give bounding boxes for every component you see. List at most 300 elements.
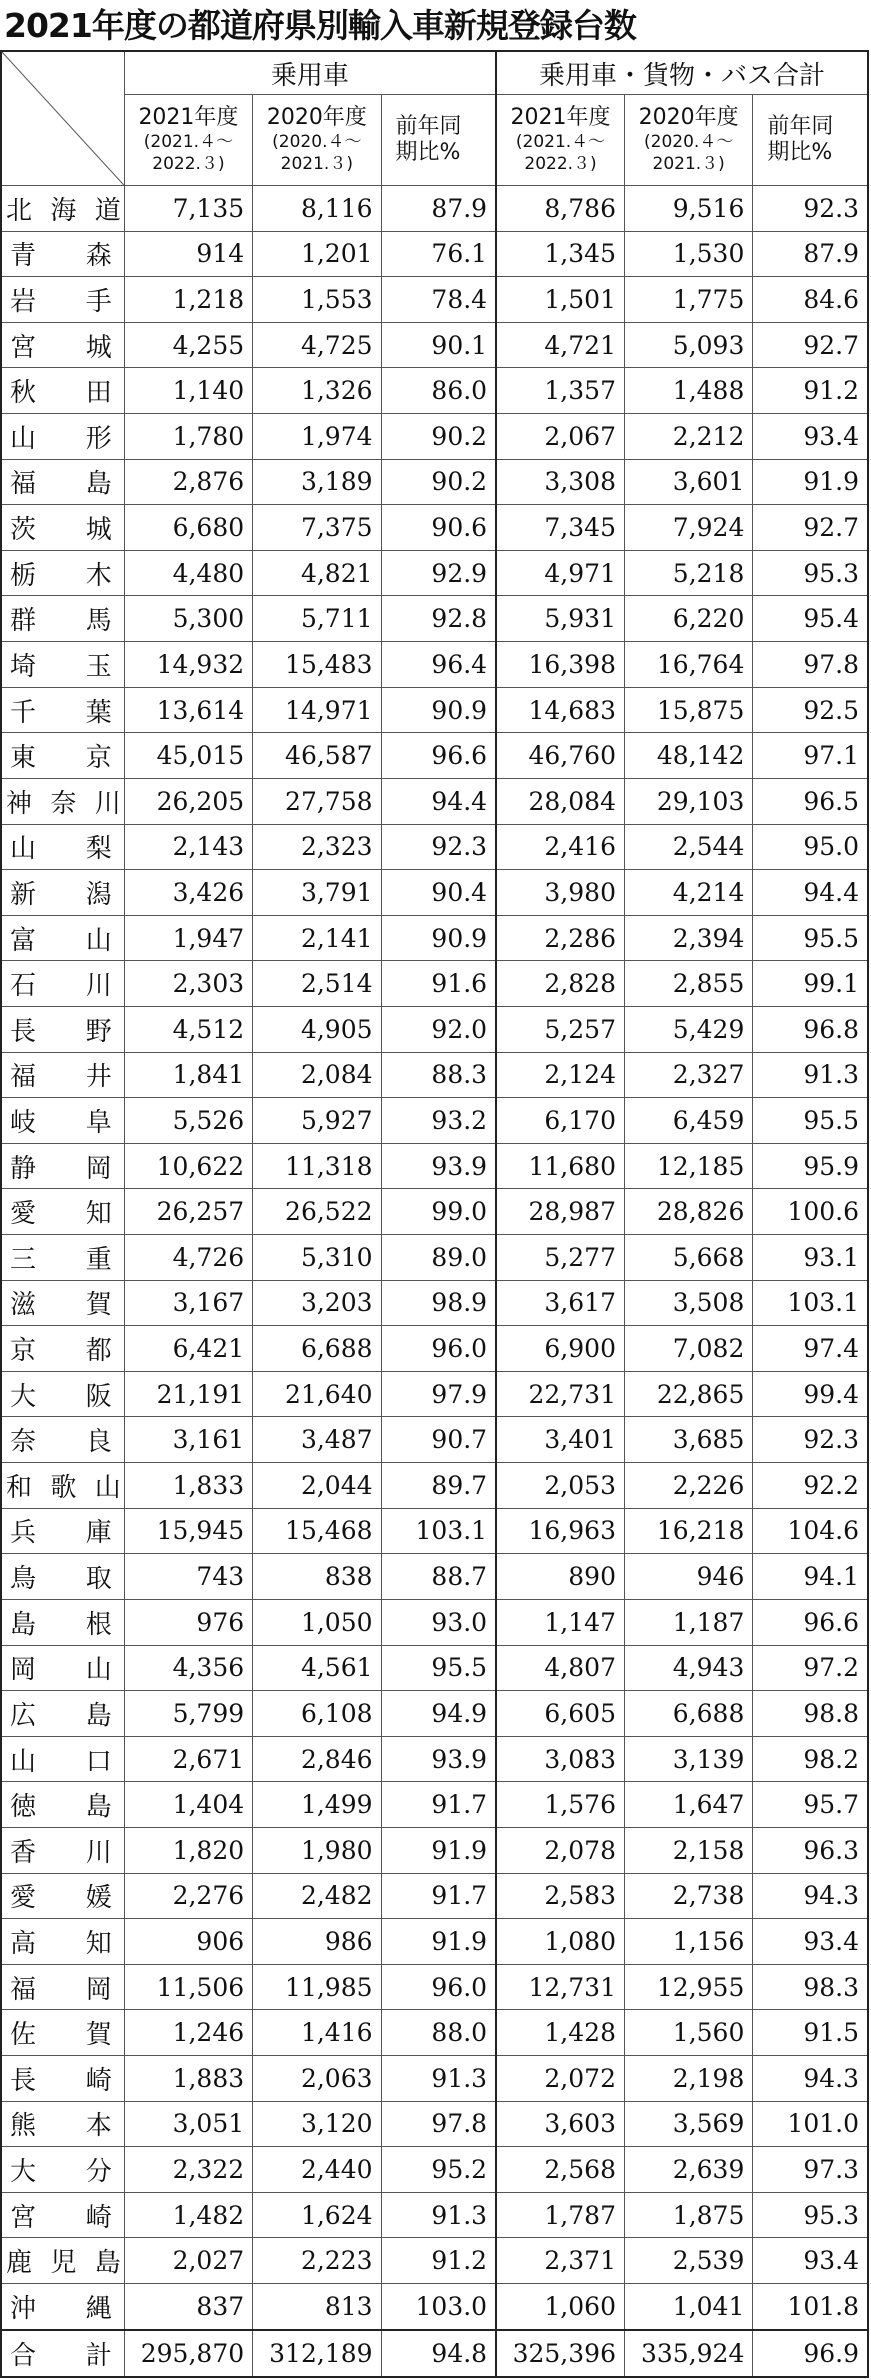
all-2020-cell: 1,647 bbox=[624, 1782, 752, 1828]
all-ratio-cell: 95.3 bbox=[753, 550, 868, 596]
all-ratio-cell: 91.3 bbox=[753, 1052, 868, 1098]
table-row bbox=[1, 2010, 868, 2056]
prefecture-cell: 埼玉 bbox=[1, 642, 124, 688]
prefecture-cell: 福島 bbox=[1, 459, 124, 505]
header-corner-cell bbox=[1, 51, 124, 186]
all-ratio-cell: 93.4 bbox=[753, 2238, 868, 2284]
prefecture-cell: 岡山 bbox=[1, 1645, 124, 1691]
passenger-2020-cell: 1,201 bbox=[253, 231, 381, 277]
prefecture-cell: 北海道 bbox=[1, 186, 124, 232]
diagonal-line bbox=[2, 52, 124, 185]
all-2020-cell: 6,688 bbox=[624, 1691, 752, 1737]
passenger-2020-cell: 2,063 bbox=[253, 2055, 381, 2101]
passenger-2020-cell: 3,487 bbox=[253, 1417, 381, 1463]
passenger-ratio-cell: 90.6 bbox=[381, 505, 496, 551]
passenger-2020-cell: 15,483 bbox=[253, 642, 381, 688]
all-2020-cell: 3,139 bbox=[624, 1736, 752, 1782]
table-body bbox=[1, 186, 868, 2378]
passenger-ratio-cell: 91.7 bbox=[381, 1873, 496, 1919]
passenger-ratio-cell: 78.4 bbox=[381, 277, 496, 323]
passenger-ratio-cell: 96.6 bbox=[381, 733, 496, 779]
passenger-2020-cell: 3,120 bbox=[253, 2101, 381, 2147]
prefecture-cell: 富山 bbox=[1, 915, 124, 961]
passenger-ratio-cell: 91.3 bbox=[381, 2055, 496, 2101]
all-ratio-cell: 97.8 bbox=[753, 642, 868, 688]
table-row bbox=[1, 277, 868, 323]
passenger-2021-cell: 26,205 bbox=[124, 778, 252, 824]
all-2021-cell: 16,963 bbox=[496, 1508, 624, 1554]
all-2020-cell: 22,865 bbox=[624, 1371, 752, 1417]
passenger-2020-cell: 11,318 bbox=[253, 1143, 381, 1189]
passenger-ratio-cell: 93.0 bbox=[381, 1599, 496, 1645]
table-row bbox=[1, 414, 868, 460]
all-2021-cell: 5,277 bbox=[496, 1235, 624, 1281]
table-row bbox=[1, 2055, 868, 2101]
prefecture-cell: 神奈川 bbox=[1, 778, 124, 824]
passenger-ratio-cell: 92.9 bbox=[381, 550, 496, 596]
col-header-passenger-2020: 2020年度 (2020.４〜 2021.３) bbox=[253, 95, 381, 186]
all-2021-cell: 6,605 bbox=[496, 1691, 624, 1737]
all-2020-cell: 2,394 bbox=[624, 915, 752, 961]
all-2020-cell: 1,187 bbox=[624, 1599, 752, 1645]
passenger-2021-cell: 1,883 bbox=[124, 2055, 252, 2101]
all-2020-cell: 28,826 bbox=[624, 1189, 752, 1235]
all-2020-cell: 2,539 bbox=[624, 2238, 752, 2284]
prefecture-cell: 滋賀 bbox=[1, 1280, 124, 1326]
passenger-2020-cell: 27,758 bbox=[253, 778, 381, 824]
passenger-2021-cell: 914 bbox=[124, 231, 252, 277]
passenger-ratio-cell: 96.4 bbox=[381, 642, 496, 688]
prefecture-cell: 高知 bbox=[1, 1919, 124, 1965]
all-ratio-cell: 98.3 bbox=[753, 1964, 868, 2010]
prefecture-cell: 千葉 bbox=[1, 687, 124, 733]
prefecture-cell: 奈良 bbox=[1, 1417, 124, 1463]
passenger-2021-cell: 6,421 bbox=[124, 1326, 252, 1372]
table-row bbox=[1, 1143, 868, 1189]
passenger-2020-cell: 1,326 bbox=[253, 368, 381, 414]
passenger-ratio-cell: 93.9 bbox=[381, 1736, 496, 1782]
passenger-2021-cell: 4,255 bbox=[124, 322, 252, 368]
all-2021-cell: 22,731 bbox=[496, 1371, 624, 1417]
passenger-ratio-cell: 91.9 bbox=[381, 1827, 496, 1873]
passenger-ratio-cell: 97.9 bbox=[381, 1371, 496, 1417]
passenger-2020-cell: 4,725 bbox=[253, 322, 381, 368]
all-2020-cell: 5,218 bbox=[624, 550, 752, 596]
table-row bbox=[1, 1964, 868, 2010]
all-ratio-cell: 92.3 bbox=[753, 1417, 868, 1463]
all-2021-cell: 3,603 bbox=[496, 2101, 624, 2147]
passenger-ratio-cell: 86.0 bbox=[381, 368, 496, 414]
all-2020-cell: 1,156 bbox=[624, 1919, 752, 1965]
passenger-2020-cell: 2,514 bbox=[253, 961, 381, 1007]
all-ratio-cell: 98.8 bbox=[753, 1691, 868, 1737]
passenger-2021-cell: 5,799 bbox=[124, 1691, 252, 1737]
all-ratio-cell: 92.7 bbox=[753, 505, 868, 551]
passenger-2020-cell: 1,416 bbox=[253, 2010, 381, 2056]
prefecture-cell: 和歌山 bbox=[1, 1463, 124, 1509]
prefecture-cell: 新潟 bbox=[1, 870, 124, 916]
all-2021-cell: 2,371 bbox=[496, 2238, 624, 2284]
passenger-2021-cell: 4,480 bbox=[124, 550, 252, 596]
all-ratio-cell: 92.3 bbox=[753, 186, 868, 232]
passenger-2021-cell: 2,027 bbox=[124, 2238, 252, 2284]
prefecture-cell: 宮城 bbox=[1, 322, 124, 368]
prefecture-cell: 沖縄 bbox=[1, 2284, 124, 2330]
all-2021-cell: 2,072 bbox=[496, 2055, 624, 2101]
table-row bbox=[1, 1508, 868, 1554]
all-2020-cell: 9,516 bbox=[624, 186, 752, 232]
all-2020-cell: 3,508 bbox=[624, 1280, 752, 1326]
all-2021-cell: 1,787 bbox=[496, 2192, 624, 2238]
passenger-ratio-cell: 93.9 bbox=[381, 1143, 496, 1189]
passenger-2020-cell: 7,375 bbox=[253, 505, 381, 551]
passenger-2021-cell: 743 bbox=[124, 1554, 252, 1600]
prefecture-cell: 山梨 bbox=[1, 824, 124, 870]
all-2021-cell: 3,617 bbox=[496, 1280, 624, 1326]
all-2020-cell: 16,764 bbox=[624, 642, 752, 688]
all-2021-cell: 2,583 bbox=[496, 1873, 624, 1919]
prefecture-cell: 大分 bbox=[1, 2147, 124, 2193]
all-2020-cell: 1,041 bbox=[624, 2284, 752, 2330]
passenger-ratio-cell: 97.8 bbox=[381, 2101, 496, 2147]
all-2020-cell: 15,875 bbox=[624, 687, 752, 733]
passenger-2020-cell: 1,974 bbox=[253, 414, 381, 460]
all-2020-cell: 2,738 bbox=[624, 1873, 752, 1919]
all-2020-cell: 2,544 bbox=[624, 824, 752, 870]
prefecture-cell: 大阪 bbox=[1, 1371, 124, 1417]
all-2020-cell: 4,214 bbox=[624, 870, 752, 916]
passenger-ratio-cell: 91.9 bbox=[381, 1919, 496, 1965]
all-ratio-cell: 91.9 bbox=[753, 459, 868, 505]
all-ratio-cell: 94.4 bbox=[753, 870, 868, 916]
all-2021-cell: 1,428 bbox=[496, 2010, 624, 2056]
prefecture-cell: 秋田 bbox=[1, 368, 124, 414]
table-row bbox=[1, 1098, 868, 1144]
group-header-all-vehicles: 乗用車・貨物・バス合計 bbox=[496, 51, 868, 95]
all-2020-cell: 3,569 bbox=[624, 2101, 752, 2147]
all-2021-cell: 3,308 bbox=[496, 459, 624, 505]
passenger-2020-cell: 5,711 bbox=[253, 596, 381, 642]
all-2021-cell: 2,568 bbox=[496, 2147, 624, 2193]
all-ratio-cell: 84.6 bbox=[753, 277, 868, 323]
all-ratio-cell: 96.6 bbox=[753, 1599, 868, 1645]
passenger-2021-cell: 1,947 bbox=[124, 915, 252, 961]
passenger-2020-cell: 46,587 bbox=[253, 733, 381, 779]
prefecture-cell: 東京 bbox=[1, 733, 124, 779]
table-row bbox=[1, 459, 868, 505]
prefecture-cell: 鹿児島 bbox=[1, 2238, 124, 2284]
passenger-ratio-cell: 90.2 bbox=[381, 459, 496, 505]
passenger-ratio-cell: 95.5 bbox=[381, 1645, 496, 1691]
passenger-ratio-cell: 90.2 bbox=[381, 414, 496, 460]
table-row bbox=[1, 1417, 868, 1463]
table-row bbox=[1, 1371, 868, 1417]
table-row bbox=[1, 1235, 868, 1281]
all-ratio-cell: 97.2 bbox=[753, 1645, 868, 1691]
passenger-2021-cell: 11,506 bbox=[124, 1964, 252, 2010]
passenger-ratio-cell: 99.0 bbox=[381, 1189, 496, 1235]
all-ratio-cell: 95.5 bbox=[753, 915, 868, 961]
passenger-ratio-cell: 94.9 bbox=[381, 1691, 496, 1737]
passenger-ratio-cell: 96.0 bbox=[381, 1326, 496, 1372]
passenger-2021-cell: 5,300 bbox=[124, 596, 252, 642]
prefecture-cell: 福井 bbox=[1, 1052, 124, 1098]
all-ratio-cell: 95.9 bbox=[753, 1143, 868, 1189]
passenger-ratio-cell: 91.3 bbox=[381, 2192, 496, 2238]
all-ratio-cell: 100.6 bbox=[753, 1189, 868, 1235]
prefecture-cell: 茨城 bbox=[1, 505, 124, 551]
table-row bbox=[1, 1326, 868, 1372]
all-2020-cell: 48,142 bbox=[624, 733, 752, 779]
passenger-2020-cell: 6,688 bbox=[253, 1326, 381, 1372]
all-ratio-cell: 99.1 bbox=[753, 961, 868, 1007]
all-2020-cell: 1,560 bbox=[624, 2010, 752, 2056]
all-ratio-cell: 96.3 bbox=[753, 1827, 868, 1873]
prefecture-cell: 宮崎 bbox=[1, 2192, 124, 2238]
table-row bbox=[1, 1189, 868, 1235]
all-2020-cell: 2,327 bbox=[624, 1052, 752, 1098]
all-2021-cell: 2,078 bbox=[496, 1827, 624, 1873]
passenger-2021-cell: 3,161 bbox=[124, 1417, 252, 1463]
passenger-2020-cell: 4,905 bbox=[253, 1006, 381, 1052]
table-row bbox=[1, 231, 868, 277]
all-2020-cell: 2,639 bbox=[624, 2147, 752, 2193]
all-2021-cell: 28,084 bbox=[496, 778, 624, 824]
all-2020-cell: 5,093 bbox=[624, 322, 752, 368]
passenger-ratio-cell: 89.7 bbox=[381, 1463, 496, 1509]
passenger-ratio-cell: 94.8 bbox=[381, 2330, 496, 2377]
all-ratio-cell: 95.5 bbox=[753, 1098, 868, 1144]
group-header-passenger: 乗用車 bbox=[124, 51, 496, 95]
passenger-2020-cell: 4,561 bbox=[253, 1645, 381, 1691]
passenger-2020-cell: 21,640 bbox=[253, 1371, 381, 1417]
passenger-2020-cell: 5,927 bbox=[253, 1098, 381, 1144]
passenger-ratio-cell: 91.2 bbox=[381, 2238, 496, 2284]
all-2021-cell: 1,576 bbox=[496, 1782, 624, 1828]
passenger-ratio-cell: 88.3 bbox=[381, 1052, 496, 1098]
passenger-2021-cell: 2,322 bbox=[124, 2147, 252, 2193]
all-ratio-cell: 96.8 bbox=[753, 1006, 868, 1052]
all-2021-cell: 1,147 bbox=[496, 1599, 624, 1645]
all-ratio-cell: 91.2 bbox=[753, 368, 868, 414]
table-row bbox=[1, 1280, 868, 1326]
table-row bbox=[1, 186, 868, 232]
prefecture-cell: 静岡 bbox=[1, 1143, 124, 1189]
passenger-ratio-cell: 90.7 bbox=[381, 1417, 496, 1463]
passenger-ratio-cell: 94.4 bbox=[381, 778, 496, 824]
passenger-2020-cell: 1,980 bbox=[253, 1827, 381, 1873]
all-ratio-cell: 92.5 bbox=[753, 687, 868, 733]
all-2021-cell: 2,416 bbox=[496, 824, 624, 870]
all-ratio-cell: 93.1 bbox=[753, 1235, 868, 1281]
page-title: 2021年度の都道府県別輸入車新規登録台数 bbox=[4, 6, 636, 45]
passenger-2021-cell: 2,143 bbox=[124, 824, 252, 870]
all-2020-cell: 2,226 bbox=[624, 1463, 752, 1509]
passenger-2021-cell: 1,841 bbox=[124, 1052, 252, 1098]
all-2020-cell: 1,488 bbox=[624, 368, 752, 414]
table-row bbox=[1, 368, 868, 414]
all-ratio-cell: 94.3 bbox=[753, 2055, 868, 2101]
col-header-all-2021: 2021年度 (2021.４〜 2022.３) bbox=[496, 95, 624, 186]
all-2020-cell: 2,158 bbox=[624, 1827, 752, 1873]
passenger-2021-cell: 21,191 bbox=[124, 1371, 252, 1417]
all-2021-cell: 1,357 bbox=[496, 368, 624, 414]
table-row bbox=[1, 870, 868, 916]
passenger-2020-cell: 5,310 bbox=[253, 1235, 381, 1281]
table-row bbox=[1, 1599, 868, 1645]
prefecture-cell: 広島 bbox=[1, 1691, 124, 1737]
table-row bbox=[1, 1691, 868, 1737]
passenger-2020-cell: 1,553 bbox=[253, 277, 381, 323]
passenger-ratio-cell: 76.1 bbox=[381, 231, 496, 277]
col-header-passenger-ratio: 前年同 期比% bbox=[381, 95, 496, 186]
all-2021-cell: 1,345 bbox=[496, 231, 624, 277]
table-row bbox=[1, 778, 868, 824]
all-ratio-cell: 92.2 bbox=[753, 1463, 868, 1509]
passenger-2020-cell: 3,791 bbox=[253, 870, 381, 916]
all-ratio-cell: 92.7 bbox=[753, 322, 868, 368]
passenger-2021-cell: 1,820 bbox=[124, 1827, 252, 1873]
total-row bbox=[1, 2330, 868, 2377]
all-ratio-cell: 95.3 bbox=[753, 2192, 868, 2238]
all-2020-cell: 7,082 bbox=[624, 1326, 752, 1372]
all-2021-cell: 28,987 bbox=[496, 1189, 624, 1235]
all-ratio-cell: 97.4 bbox=[753, 1326, 868, 1372]
all-2021-cell: 2,067 bbox=[496, 414, 624, 460]
table-row bbox=[1, 1736, 868, 1782]
all-2020-cell: 2,212 bbox=[624, 414, 752, 460]
passenger-2020-cell: 838 bbox=[253, 1554, 381, 1600]
all-2020-cell: 335,924 bbox=[624, 2330, 752, 2377]
table-row bbox=[1, 1006, 868, 1052]
prefecture-cell: 合計 bbox=[1, 2330, 124, 2377]
prefecture-cell: 京都 bbox=[1, 1326, 124, 1372]
all-ratio-cell: 101.0 bbox=[753, 2101, 868, 2147]
prefecture-cell: 青森 bbox=[1, 231, 124, 277]
prefecture-cell: 熊本 bbox=[1, 2101, 124, 2147]
all-2021-cell: 2,286 bbox=[496, 915, 624, 961]
table-row bbox=[1, 2238, 868, 2284]
prefecture-cell: 山口 bbox=[1, 1736, 124, 1782]
passenger-ratio-cell: 89.0 bbox=[381, 1235, 496, 1281]
all-2020-cell: 1,875 bbox=[624, 2192, 752, 2238]
passenger-2021-cell: 1,780 bbox=[124, 414, 252, 460]
table-row bbox=[1, 505, 868, 551]
all-ratio-cell: 95.4 bbox=[753, 596, 868, 642]
all-ratio-cell: 91.5 bbox=[753, 2010, 868, 2056]
all-2021-cell: 8,786 bbox=[496, 186, 624, 232]
passenger-2020-cell: 1,624 bbox=[253, 2192, 381, 2238]
all-2021-cell: 3,401 bbox=[496, 1417, 624, 1463]
all-2020-cell: 6,459 bbox=[624, 1098, 752, 1144]
passenger-2021-cell: 10,622 bbox=[124, 1143, 252, 1189]
table-row bbox=[1, 1554, 868, 1600]
passenger-2020-cell: 2,440 bbox=[253, 2147, 381, 2193]
prefecture-cell: 石川 bbox=[1, 961, 124, 1007]
passenger-2021-cell: 1,404 bbox=[124, 1782, 252, 1828]
passenger-2020-cell: 2,084 bbox=[253, 1052, 381, 1098]
prefecture-cell: 兵庫 bbox=[1, 1508, 124, 1554]
all-ratio-cell: 93.4 bbox=[753, 414, 868, 460]
col-header-all-2020: 2020年度 (2020.４〜 2021.３) bbox=[624, 95, 752, 186]
prefecture-cell: 山形 bbox=[1, 414, 124, 460]
passenger-ratio-cell: 90.9 bbox=[381, 915, 496, 961]
all-2021-cell: 6,170 bbox=[496, 1098, 624, 1144]
passenger-2021-cell: 13,614 bbox=[124, 687, 252, 733]
prefecture-cell: 長崎 bbox=[1, 2055, 124, 2101]
all-ratio-cell: 98.2 bbox=[753, 1736, 868, 1782]
all-2021-cell: 6,900 bbox=[496, 1326, 624, 1372]
all-ratio-cell: 95.7 bbox=[753, 1782, 868, 1828]
passenger-ratio-cell: 93.2 bbox=[381, 1098, 496, 1144]
passenger-2020-cell: 2,223 bbox=[253, 2238, 381, 2284]
passenger-ratio-cell: 90.4 bbox=[381, 870, 496, 916]
prefecture-cell: 群馬 bbox=[1, 596, 124, 642]
passenger-2021-cell: 6,680 bbox=[124, 505, 252, 551]
all-2021-cell: 4,971 bbox=[496, 550, 624, 596]
passenger-ratio-cell: 91.6 bbox=[381, 961, 496, 1007]
passenger-2020-cell: 986 bbox=[253, 1919, 381, 1965]
all-ratio-cell: 104.6 bbox=[753, 1508, 868, 1554]
passenger-2021-cell: 295,870 bbox=[124, 2330, 252, 2377]
passenger-2020-cell: 2,846 bbox=[253, 1736, 381, 1782]
all-2021-cell: 2,053 bbox=[496, 1463, 624, 1509]
prefecture-cell: 鳥取 bbox=[1, 1554, 124, 1600]
all-2020-cell: 2,198 bbox=[624, 2055, 752, 2101]
all-2021-cell: 4,807 bbox=[496, 1645, 624, 1691]
all-2021-cell: 4,721 bbox=[496, 322, 624, 368]
passenger-ratio-cell: 103.0 bbox=[381, 2284, 496, 2330]
passenger-2021-cell: 45,015 bbox=[124, 733, 252, 779]
passenger-2020-cell: 2,141 bbox=[253, 915, 381, 961]
all-2020-cell: 5,668 bbox=[624, 1235, 752, 1281]
all-2020-cell: 4,943 bbox=[624, 1645, 752, 1691]
prefecture-cell: 愛媛 bbox=[1, 1873, 124, 1919]
all-2021-cell: 1,080 bbox=[496, 1919, 624, 1965]
passenger-2020-cell: 8,116 bbox=[253, 186, 381, 232]
passenger-2020-cell: 6,108 bbox=[253, 1691, 381, 1737]
passenger-2020-cell: 2,323 bbox=[253, 824, 381, 870]
all-2021-cell: 5,257 bbox=[496, 1006, 624, 1052]
table-row bbox=[1, 322, 868, 368]
table-row bbox=[1, 2284, 868, 2330]
passenger-2020-cell: 813 bbox=[253, 2284, 381, 2330]
passenger-2021-cell: 3,167 bbox=[124, 1280, 252, 1326]
all-2020-cell: 3,601 bbox=[624, 459, 752, 505]
all-2021-cell: 325,396 bbox=[496, 2330, 624, 2377]
all-ratio-cell: 97.3 bbox=[753, 2147, 868, 2193]
passenger-2021-cell: 2,276 bbox=[124, 1873, 252, 1919]
table-row bbox=[1, 642, 868, 688]
table-row bbox=[1, 2101, 868, 2147]
table-row bbox=[1, 596, 868, 642]
table-row bbox=[1, 1052, 868, 1098]
table-row bbox=[1, 961, 868, 1007]
passenger-ratio-cell: 92.0 bbox=[381, 1006, 496, 1052]
prefecture-cell: 愛知 bbox=[1, 1189, 124, 1235]
table-row bbox=[1, 824, 868, 870]
passenger-2021-cell: 3,051 bbox=[124, 2101, 252, 2147]
table-row bbox=[1, 687, 868, 733]
all-2021-cell: 11,680 bbox=[496, 1143, 624, 1189]
passenger-2021-cell: 976 bbox=[124, 1599, 252, 1645]
all-2021-cell: 1,501 bbox=[496, 277, 624, 323]
passenger-2020-cell: 3,203 bbox=[253, 1280, 381, 1326]
passenger-2020-cell: 2,044 bbox=[253, 1463, 381, 1509]
all-ratio-cell: 93.4 bbox=[753, 1919, 868, 1965]
passenger-ratio-cell: 91.7 bbox=[381, 1782, 496, 1828]
all-2021-cell: 16,398 bbox=[496, 642, 624, 688]
